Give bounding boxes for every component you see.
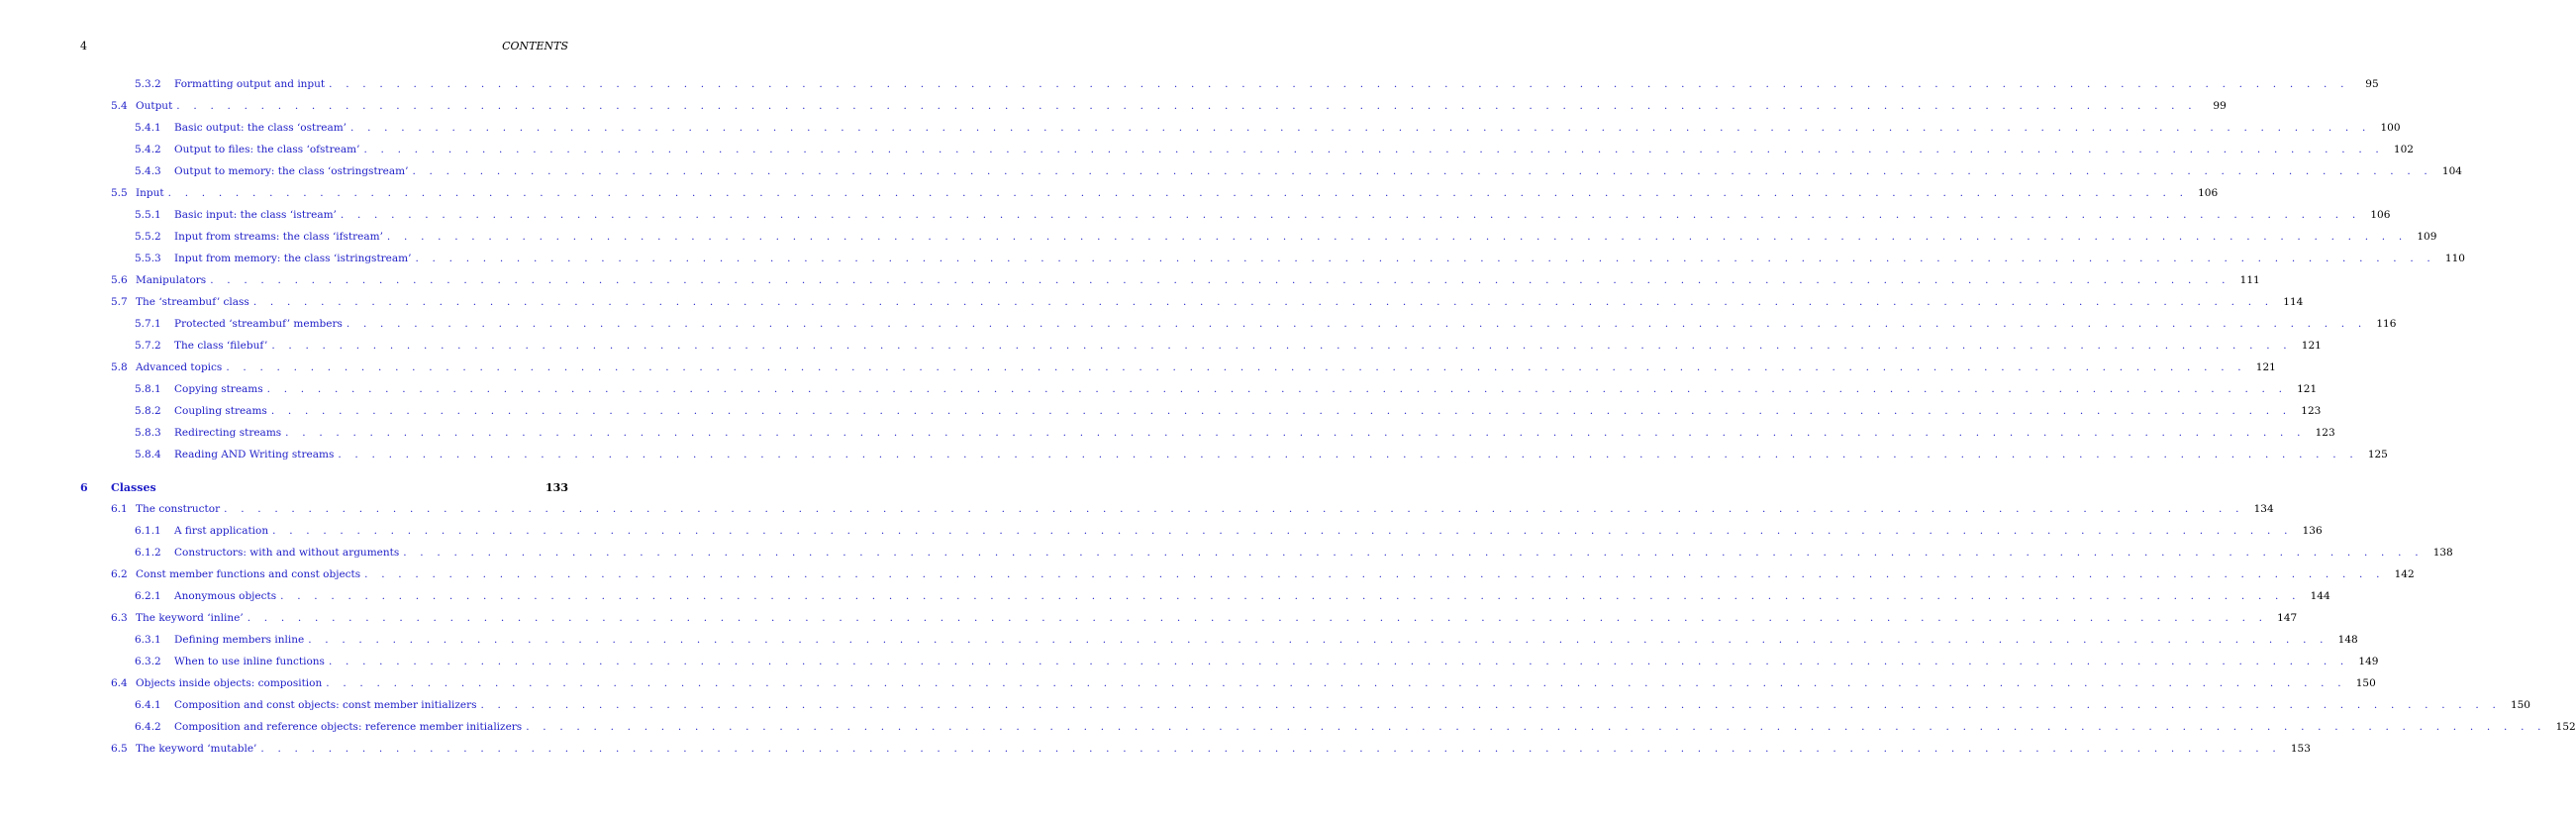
toc-entry[interactable] [111,677,2376,693]
toc-entry-title[interactable]: Redirecting streams [174,427,282,439]
toc-leader-dots: . . . . . . . . . . . . . . . . . . . . . . . . . . . . . . . . . . . . . . . . . . . . . . . . . . . . . . . . . . . . . . . . . . . . . . . . . . . . . . . . . . . . . . . . . . . . . . . . . . . . . . . . . . . . . . . . . . . . . . . . [364,568,2385,580]
toc-entry-number: 5.8 [111,361,128,373]
toc-entry-number: 6.2.1 [135,590,161,602]
toc-entry-page: 147 [2277,612,2298,624]
toc-entry-number: 5.8.1 [135,383,161,395]
toc-entry-title[interactable]: Basic input: the class ‘istream’ [174,209,337,221]
toc-entry-title[interactable]: Copying streams [174,383,263,395]
toc-entry[interactable] [111,361,2276,377]
toc-leader-dots: . . . . . . . . . . . . . . . . . . . . . . . . . . . . . . . . . . . . . . . . . . . . . . . . . . . . . . . . . . . . . . . . . . . . . . . . . . . . . . . . . . . . . . . . . . . . . . . . . . . . . . . . . . . . . . . . . . . . . . . . [329,78,2349,90]
toc-entry[interactable] [111,296,2304,312]
toc-leader-dots: . . . . . . . . . . . . . . . . . . . . . . . . . . . . . . . . . . . . . . . . . . . . . . . . . . . . . . . . . . . . . . . . . . . . . . . . . . . . . . . . . . . . . . . . . . . . . . . . . . . . . . . . . . . . . . . . . . . . . . . . [176,100,2197,112]
toc-entry[interactable] [135,253,2465,268]
toc-entry-title[interactable]: Protected ‘streambuf’ members [174,318,343,330]
toc-entry-page: 123 [2315,427,2335,439]
toc-leader-dots: . . . . . . . . . . . . . . . . . . . . . . . . . . . . . . . . . . . . . . . . . . . . . . . . . . . . . . . . . . . . . . . . . . . . . . . . . . . . . . . . . . . . . . . . . . . . . . . . . . . . . . . . . . . . . . . . . . . . . . . . [526,721,2546,733]
toc-entry-number: 5.8.2 [135,405,161,417]
toc-leader-dots: . . . . . . . . . . . . . . . . . . . . . . . . . . . . . . . . . . . . . . . . . . . . . . . . . . . . . . . . . . . . . . . . . . . . . . . . . . . . . . . . . . . . . . . . . . . . . . . . . . . . . . . . . . . . . . . . . . . . . . . . [266,383,2288,395]
toc-entry-title[interactable]: Basic output: the class ‘ostream’ [174,122,347,134]
toc-entry-page: 123 [2301,405,2322,417]
toc-entry-number: 5.7 [111,296,128,308]
toc-entry-number: 5.6 [111,274,128,286]
toc-leader-dots: . . . . . . . . . . . . . . . . . . . . . . . . . . . . . . . . . . . . . . . . . . . . . . . . . . . . . . . . . . . . . . . . . . . . . . . . . . . . . . . . . . . . . . . . . . . . . . . . . . . . . . . . . . . . . . . . . . . . . . . . [210,274,2230,286]
toc-entry-number: 6.1 [111,503,128,515]
toc-entry-title[interactable]: Classes [111,481,156,494]
toc-entry-page: 144 [2310,590,2330,602]
toc-entry-page: 152 [2555,721,2576,733]
toc-entry-title[interactable]: Input [136,187,164,199]
toc-leader-dots: . . . . . . . . . . . . . . . . . . . . . . . . . . . . . . . . . . . . . . . . . . . . . . . . . . . . . . . . . . . . . . . . . . . . . . . . . . . . . . . . . . . . . . . . . . . . . . . . . . . . . . . . . . . . . . . . . . . . . . . . [272,525,2293,537]
toc-entry-page: 121 [2301,340,2322,352]
toc-entry-page: 100 [2380,122,2401,134]
toc-entry[interactable] [135,209,2391,225]
toc-entry[interactable] [111,503,2274,519]
toc-entry-page: 110 [2444,253,2465,264]
toc-entry-page: 148 [2337,634,2358,646]
toc-entry-page: 150 [2355,677,2376,689]
toc-entry-title[interactable]: A first application [174,525,269,537]
toc-entry[interactable] [135,634,2358,650]
toc-entry-title[interactable]: Composition and reference objects: reference member initializers [174,721,523,733]
toc-entry-title[interactable]: The keyword ‘mutable’ [136,743,257,755]
toc-entry[interactable] [111,612,2298,628]
toc-entry-title[interactable]: The constructor [136,503,221,515]
toc-entry[interactable] [135,656,2379,671]
toc-leader-dots: . . . . . . . . . . . . . . . . . . . . . . . . . . . . . . . . . . . . . . . . . . . . . . . . . . . . . . . . . . . . . . . . . . . . . . . . . . . . . . . . . . . . . . . . . . . . . . . . . . . . . . . . . . . . . . . . . . . . . . . . [328,656,2349,667]
toc-entry-title[interactable]: Anonymous objects [174,590,277,602]
toc-entry[interactable] [135,231,2437,247]
toc-entry-page: 136 [2302,525,2323,537]
toc-entry-number: 5.3.2 [135,78,161,90]
toc-entry-page: 102 [2393,144,2414,155]
toc-entry[interactable] [135,449,2388,464]
toc-entry-title[interactable]: Constructors: with and without arguments [174,547,400,559]
toc-entry-number: 5.4.2 [135,144,161,155]
toc-leader-dots: . . . . . . . . . . . . . . . . . . . . . . . . . . . . . . . . . . . . . . . . . . . . . . . . . . . . . . . . . . . . . . . . . . . . . . . . . . . . . . . . . . . . . . . . . . . . . . . . . . . . . . . . . . . . . . . . . . . . . . . . [285,427,2306,439]
toc-leader-dots: . . . . . . . . . . . . . . . . . . . . . . . . . . . . . . . . . . . . . . . . . . . . . . . . . . . . . . . . . . . . . . . . . . . . . . . . . . . . . . . . . . . . . . . . . . . . . . . . . . . . . . . . . . . . . . . . . . . . . . . . [252,296,2274,308]
toc-leader-dots: . . . . . . . . . . . . . . . . . . . . . . . . . . . . . . . . . . . . . . . . . . . . . . . . . . . . . . . . . . . . . . . . . . . . . . . . . . . . . . . . . . . . . . . . . . . . . . . . . . . . . . . . . . . . . . . . . . . . . . . . [403,547,2424,559]
toc-leader-dots: . . . . . . . . . . . . . . . . . . . . . . . . . . . . . . . . . . . . . . . . . . . . . . . . . . . . . . . . . . . . . . . . . . . . . . . . . . . . . . . . . . . . . . . . . . . . . . . . . . . . . . . . . . . . . . . . . . . . . . . . [270,405,2292,417]
page-header [0,40,632,57]
toc-entry-page: 111 [2239,274,2260,286]
toc-entry[interactable] [135,427,2335,443]
toc-entry-number: 5.8.4 [135,449,161,460]
toc-entry-page: 106 [2370,209,2391,221]
toc-entry-title[interactable]: Input from streams: the class ‘ifstream’ [174,231,383,243]
toc-entry-title[interactable]: The ‘streambuf’ class [136,296,249,308]
toc-entry-page: 104 [2441,165,2462,177]
toc-entry-number: 5.4 [111,100,128,112]
toc-entry-page: 95 [2365,78,2379,90]
toc-entry-number: 5.4.1 [135,122,161,134]
toc-entry-number: 6 [80,481,88,494]
toc-entry-title[interactable]: Formatting output and input [174,78,326,90]
toc-entry-page: 109 [2417,231,2437,243]
toc-entry-number: 6.4.2 [135,721,161,733]
toc-entry-page: 134 [2253,503,2274,515]
toc-entry[interactable] [135,340,2322,356]
toc-entry-title[interactable]: Output to memory: the class ‘ostringstream’ [174,165,409,177]
toc-entry-page: 99 [2213,100,2227,112]
toc-entry-page: 153 [2290,743,2311,755]
toc-entry-title[interactable]: When to use inline functions [174,656,325,667]
toc-entry-title[interactable]: Const member functions and const objects [136,568,361,580]
toc-entry[interactable] [111,568,2415,584]
toc-entry-page: 133 [545,481,568,494]
toc-leader-dots: . . . . . . . . . . . . . . . . . . . . . . . . . . . . . . . . . . . . . . . . . . . . . . . . . . . . . . . . . . . . . . . . . . . . . . . . . . . . . . . . . . . . . . . . . . . . . . . . . . . . . . . . . . . . . . . . . . . . . . . . [386,231,2408,243]
toc-entry[interactable] [135,165,2462,181]
toc-entry[interactable] [135,699,2530,715]
toc-leader-dots: . . . . . . . . . . . . . . . . . . . . . . . . . . . . . . . . . . . . . . . . . . . . . . . . . . . . . . . . . . . . . . . . . . . . . . . . . . . . . . . . . . . . . . . . . . . . . . . . . . . . . . . . . . . . . . . . . . . . . . . . [346,318,2367,330]
toc-entry[interactable] [135,122,2401,138]
toc-entry-number: 6.3 [111,612,128,624]
toc-entry[interactable] [111,743,2311,759]
toc-entry[interactable] [80,481,568,497]
toc-entry-title[interactable]: Output to files: the class ‘ofstream’ [174,144,360,155]
toc-entry-page: 114 [2283,296,2304,308]
toc-leader-dots: . . . . . . . . . . . . . . . . . . . . . . . . . . . . . . . . . . . . . . . . . . . . . . . . . . . . . . . . . . . . . . . . . . . . . . . . . . . . . . . . . . . . . . . . . . . . . . . . . . . . . . . . . . . . . . . . . . . . . . . . [271,340,2292,352]
toc-entry-title[interactable]: Output [136,100,173,112]
toc-entry[interactable] [135,318,2397,334]
toc-entry-number: 6.3.2 [135,656,161,667]
toc-entry-number: 6.1.1 [135,525,161,537]
toc-entry-page: 150 [2510,699,2530,711]
toc-entry[interactable] [135,590,2330,606]
toc-entry-number: 6.1.2 [135,547,161,559]
toc-leader-dots: . . . . . . . . . . . . . . . . . . . . . . . . . . . . . . . . . . . . . . . . . . . . . . . . . . . . . . . . . . . . . . . . . . . . . . . . . . . . . . . . . . . . . . . . . . . . . . . . . . . . . . . . . . . . . . . . . . . . . . . . [280,590,2301,602]
toc-entry-number: 5.8.3 [135,427,161,439]
toc-entry-page: 149 [2358,656,2379,667]
toc-entry-title[interactable]: Composition and const objects: const member initializers [174,699,477,711]
toc-entry[interactable] [111,274,2260,290]
toc-leader-dots: . . . . . . . . . . . . . . . . . . . . . . . . . . . . . . . . . . . . . . . . . . . . . . . . . . . . . . . . . . . . . . . . . . . . . . . . . . . . . . . . . . . . . . . . . . . . . . . . . . . . . . . . . . . . . . . . . . . . . . . . [167,187,2189,199]
toc-entry-title[interactable]: Input from memory: the class ‘istringstream’ [174,253,412,264]
toc-entry-title[interactable]: Advanced topics [136,361,223,373]
page-number: 4 [80,40,87,52]
toc-leader-dots: . . . . . . . . . . . . . . . . . . . . . . . . . . . . . . . . . . . . . . . . . . . . . . . . . . . . . . . . . . . . . . . . . . . . . . . . . . . . . . . . . . . . . . . . . . . . . . . . . . . . . . . . . . . . . . . . . . . . . . . . [363,144,2384,155]
toc-leader-dots: . . . . . . . . . . . . . . . . . . . . . . . . . . . . . . . . . . . . . . . . . . . . . . . . . . . . . . . . . . . . . . . . . . . . . . . . . . . . . . . . . . . . . . . . . . . . . . . . . . . . . . . . . . . . . . . . . . . . . . . . [340,209,2361,221]
toc-entry[interactable] [111,100,2227,116]
toc-leader-dots: . . . . . . . . . . . . . . . . . . . . . . . . . . . . . . . . . . . . . . . . . . . . . . . . . . . . . . . . . . . . . . . . . . . . . . . . . . . . . . . . . . . . . . . . . . . . . . . . . . . . . . . . . . . . . . . . . . . . . . . . [412,165,2432,177]
toc-entry-number: 5.7.2 [135,340,161,352]
toc-entry-page: 121 [2297,383,2318,395]
toc-entry[interactable] [135,405,2322,421]
toc-entry-number: 6.4.1 [135,699,161,711]
toc-entry-title[interactable]: Coupling streams [174,405,267,417]
toc-entry[interactable] [135,525,2323,541]
toc-entry-title[interactable]: Manipulators [136,274,207,286]
toc-leader-dots: . . . . . . . . . . . . . . . . . . . . . . . . . . . . . . . . . . . . . . . . . . . . . . . . . . . . . . . . . . . . . . . . . . . . . . . . . . . . . . . . . . . . . . . . . . . . . . . . . . . . . . . . . . . . . . . . . . . . . . . . [224,503,2244,515]
toc-entry-title[interactable]: Reading AND Writing streams [174,449,335,460]
running-title: CONTENTS [502,40,568,52]
toc-leader-dots: . . . . . . . . . . . . . . . . . . . . . . . . . . . . . . . . . . . . . . . . . . . . . . . . . . . . . . . . . . . . . . . . . . . . . . . . . . . . . . . . . . . . . . . . . . . . . . . . . . . . . . . . . . . . . . . . . . . . . . . . [415,253,2435,264]
toc-entry-number: 5.5.2 [135,231,161,243]
toc-entry-title[interactable]: The keyword ‘inline’ [136,612,244,624]
toc-entry-title[interactable]: Objects inside objects: composition [136,677,323,689]
toc-entry-number: 5.4.3 [135,165,161,177]
toc-entry-page: 142 [2394,568,2415,580]
toc-entry-number: 6.3.1 [135,634,161,646]
toc-leader-dots: . . . . . . . . . . . . . . . . . . . . . . . . . . . . . . . . . . . . . . . . . . . . . . . . . . . . . . . . . . . . . . . . . . . . . . . . . . . . . . . . . . . . . . . . . . . . . . . . . . . . . . . . . . . . . . . . . . . . . . . . [350,122,2371,134]
toc-entry[interactable] [135,383,2318,399]
toc-leader-dots: . . . . . . . . . . . . . . . . . . . . . . . . . . . . . . . . . . . . . . . . . . . . . . . . . . . . . . . . . . . . . . . . . . . . . . . . . . . . . . . . . . . . . . . . . . . . . . . . . . . . . . . . . . . . . . . . . . . . . . . . [260,743,2281,755]
toc-entry[interactable] [135,144,2414,159]
toc-leader-dots: . . . . . . . . . . . . . . . . . . . . . . . . . . . . . . . . . . . . . . . . . . . . . . . . . . . . . . . . . . . . . . . . . . . . . . . . . . . . . . . . . . . . . . . . . . . . . . . . . . . . . . . . . . . . . . . . . . . . . . . . [326,677,2346,689]
toc-entry-number: 5.5 [111,187,128,199]
toc-entry-page: 121 [2255,361,2276,373]
toc-entry-title[interactable]: The class ‘filebuf’ [174,340,268,352]
toc-leader-dots: . . . . . . . . . . . . . . . . . . . . . . . . . . . . . . . . . . . . . . . . . . . . . . . . . . . . . . . . . . . . . . . . . . . . . . . . . . . . . . . . . . . . . . . . . . . . . . . . . . . . . . . . . . . . . . . . . . . . . . . . [226,361,2246,373]
toc-entry-page: 138 [2432,547,2453,559]
toc-entry[interactable] [135,78,2379,94]
toc-entry-number: 5.5.3 [135,253,161,264]
toc-entry[interactable] [135,721,2576,737]
toc-entry-page: 125 [2367,449,2388,460]
toc-entry[interactable] [135,547,2453,562]
toc-entry-title[interactable]: Defining members inline [174,634,305,646]
toc-entry-number: 6.4 [111,677,128,689]
toc-entry-page: 106 [2198,187,2219,199]
toc-leader-dots: . . . . . . . . . . . . . . . . . . . . . . . . . . . . . . . . . . . . . . . . . . . . . . . . . . . . . . . . . . . . . . . . . . . . . . . . . . . . . . . . . . . . . . . . . . . . . . . . . . . . . . . . . . . . . . . . . . . . . . . . [338,449,2358,460]
toc-entry-page: 116 [2376,318,2397,330]
toc-entry-number: 5.5.1 [135,209,161,221]
toc-entry[interactable] [111,187,2219,203]
toc-leader-dots: . . . . . . . . . . . . . . . . . . . . . . . . . . . . . . . . . . . . . . . . . . . . . . . . . . . . . . . . . . . . . . . . . . . . . . . . . . . . . . . . . . . . . . . . . . . . . . . . . . . . . . . . . . . . . . . . . . . . . . . . [247,612,2268,624]
toc-entry-number: 6.5 [111,743,128,755]
toc-leader-dots: . . . . . . . . . . . . . . . . . . . . . . . . . . . . . . . . . . . . . . . . . . . . . . . . . . . . . . . . . . . . . . . . . . . . . . . . . . . . . . . . . . . . . . . . . . . . . . . . . . . . . . . . . . . . . . . . . . . . . . . . [308,634,2328,646]
toc-entry-number: 6.2 [111,568,128,580]
toc-entry-number: 5.7.1 [135,318,161,330]
toc-leader-dots: . . . . . . . . . . . . . . . . . . . . . . . . . . . . . . . . . . . . . . . . . . . . . . . . . . . . . . . . . . . . . . . . . . . . . . . . . . . . . . . . . . . . . . . . . . . . . . . . . . . . . . . . . . . . . . . . . . . . . . . . [480,699,2501,711]
